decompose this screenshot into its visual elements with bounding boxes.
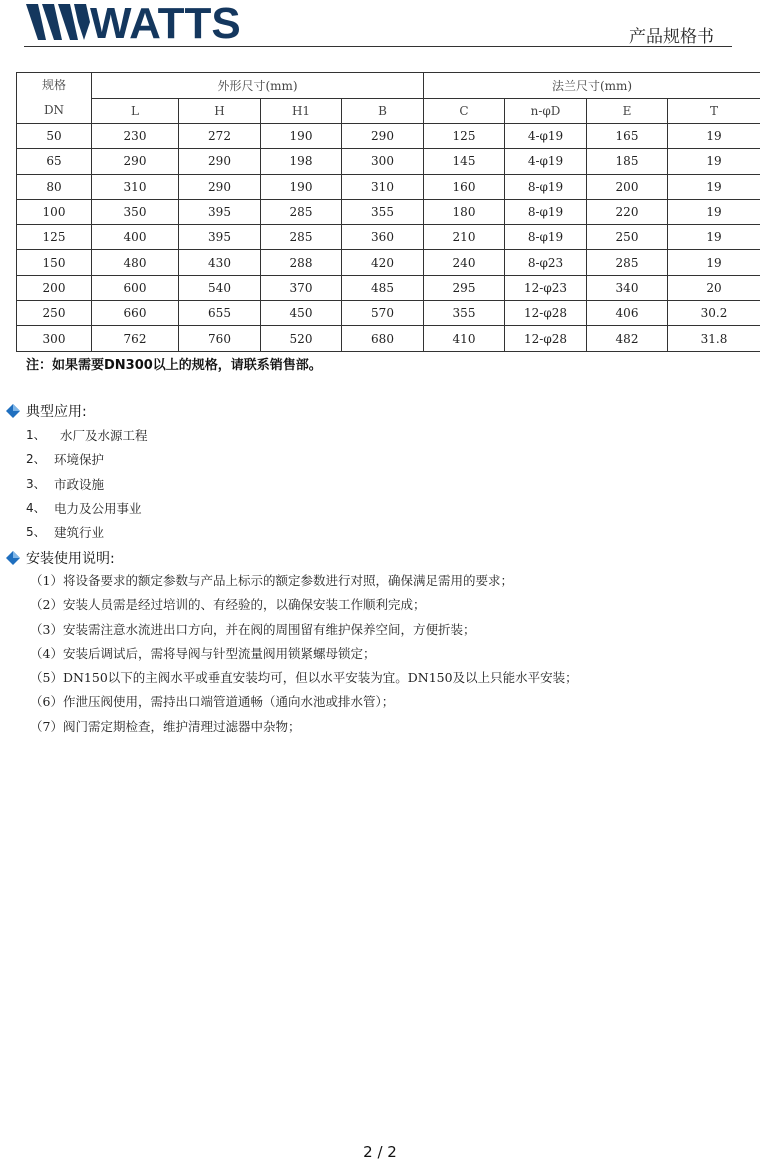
cell-dn: 100 [17,199,92,224]
table-row [17,199,760,224]
table-cell: 8-φ19 [505,199,587,224]
table-cell: 350 [92,199,179,224]
cell-dn: 250 [17,301,92,326]
table-cell: 125 [424,124,505,149]
applications-list [26,426,148,547]
installation-list [30,571,578,741]
table-cell: 340 [587,275,668,300]
table-cell: 190 [261,174,342,199]
table-cell: 250 [587,225,668,250]
table-cell: 30.2 [668,301,760,326]
table-cell: 285 [587,250,668,275]
table-row [17,301,760,326]
diamond-bullet-icon [6,404,20,418]
table-cell: 180 [424,199,505,224]
column-header: H1 [261,98,342,124]
table-cell: 19 [668,250,760,275]
table-cell: 600 [92,275,179,300]
table-cell: 680 [342,326,424,351]
column-header: T [668,98,760,124]
table-cell: 285 [261,199,342,224]
applications-title: 典型应用: [26,404,87,420]
table-cell: 145 [424,149,505,174]
table-cell: 210 [424,225,505,250]
table-cell: 355 [424,301,505,326]
table-cell: 355 [342,199,424,224]
table-cell: 395 [179,225,261,250]
table-cell: 370 [261,275,342,300]
table-cell: 410 [424,326,505,351]
table-cell: 19 [668,174,760,199]
document-title: 产品规格书 [629,27,714,47]
table-cell: 20 [668,275,760,300]
list-item: （7）阀门需定期检查，维护清理过滤器中杂物； [30,718,301,734]
table-cell: 520 [261,326,342,351]
cell-dn: 65 [17,149,92,174]
table-cell: 8-φ19 [505,225,587,250]
column-header: n-φD [505,98,587,124]
list-item: （4）安装后调试后，需将导阀与针型流量阀用锁紧螺母锁定； [30,645,376,661]
list-item: （3）安装需注意水流进出口方向，并在阀的周围留有维护保养空间，方便折装； [30,621,476,637]
table-cell: 4-φ19 [505,124,587,149]
spec-note: 注：如果需要DN300以上的规格，请联系销售部。 [26,358,322,373]
table-row [17,124,760,149]
table-cell: 290 [92,149,179,174]
table-cell: 482 [587,326,668,351]
cell-dn: 125 [17,225,92,250]
header-spec-dn: 规格 DN [17,73,92,124]
list-item: 1、 水厂及水源工程 [26,428,148,443]
table-cell: 230 [92,124,179,149]
table-cell: 19 [668,124,760,149]
list-item: （6）作泄压阀使用，需持出口端管道通畅（通向水池或排水管）； [30,694,395,710]
table-cell: 4-φ19 [505,149,587,174]
table-cell: 200 [587,174,668,199]
table-cell: 288 [261,250,342,275]
table-cell: 19 [668,225,760,250]
table-cell: 190 [261,124,342,149]
cell-dn: 300 [17,326,92,351]
column-header: H [179,98,261,124]
table-cell: 430 [179,250,261,275]
list-item: （2）安装人员需是经过培训的、有经验的，以确保安装工作顺利完成； [30,597,426,613]
table-cell: 31.8 [668,326,760,351]
table-cell: 272 [179,124,261,149]
table-cell: 310 [342,174,424,199]
diamond-bullet-icon [6,551,20,565]
table-cell: 19 [668,149,760,174]
list-item: 2、 环境保护 [26,452,105,468]
table-cell: 12-φ23 [505,275,587,300]
table-cell: 12-φ28 [505,326,587,351]
cell-dn: 50 [17,124,92,149]
table-cell: 285 [261,225,342,250]
table-cell: 8-φ19 [505,174,587,199]
table-cell: 160 [424,174,505,199]
header-divider [24,46,732,47]
table-row [17,225,760,250]
table-row [17,174,760,199]
watts-logo [24,2,254,42]
table-cell: 290 [342,124,424,149]
table-cell: 295 [424,275,505,300]
table-cell: 240 [424,250,505,275]
table-cell: 760 [179,326,261,351]
table-cell: 12-φ28 [505,301,587,326]
table-cell: 540 [179,275,261,300]
table-cell: 220 [587,199,668,224]
table-cell: 300 [342,149,424,174]
table-cell: 655 [179,301,261,326]
column-header: L [92,98,179,124]
table-cell: 19 [668,199,760,224]
cell-dn: 80 [17,174,92,199]
spec-table [16,72,760,352]
table-cell: 185 [587,149,668,174]
brand-wordmark: WATTS [90,2,241,42]
table-cell: 395 [179,199,261,224]
table-cell: 310 [92,174,179,199]
column-header: C [424,98,505,124]
list-item: 5、 建筑行业 [26,525,105,541]
header-outer-dimensions: 外形尺寸(mm) [92,73,424,99]
table-cell: 290 [179,149,261,174]
list-item: （5）DN150以下的主阀水平或垂直安装均可，但以水平安装为宜。DN150及以上只能水平安装； [30,670,578,686]
column-header: B [342,98,424,124]
cell-dn: 150 [17,250,92,275]
column-header: E [587,98,668,124]
table-row [17,275,760,300]
table-cell: 450 [261,301,342,326]
table-cell: 198 [261,149,342,174]
cell-dn: 200 [17,275,92,300]
list-item: 4、 电力及公用事业 [26,500,142,516]
table-cell: 400 [92,225,179,250]
table-cell: 485 [342,275,424,300]
table-row [17,250,760,275]
list-item: 3、 市政设施 [26,476,105,492]
applications-heading [6,401,87,421]
table-row [17,326,760,351]
table-cell: 762 [92,326,179,351]
table-cell: 406 [587,301,668,326]
page-number: 2 / 2 [363,1143,397,1161]
table-cell: 290 [179,174,261,199]
table-cell: 165 [587,124,668,149]
table-cell: 570 [342,301,424,326]
installation-title: 安装使用说明: [26,551,115,567]
installation-heading [6,548,115,568]
table-cell: 660 [92,301,179,326]
header-flange-dimensions: 法兰尺寸(mm) [424,73,760,99]
spec-table-body [17,124,760,352]
table-cell: 480 [92,250,179,275]
table-cell: 420 [342,250,424,275]
table-cell: 8-φ23 [505,250,587,275]
list-item: （1）将设备要求的额定参数与产品上标示的额定参数进行对照，确保满足需用的要求； [30,573,513,588]
table-cell: 360 [342,225,424,250]
table-row [17,149,760,174]
